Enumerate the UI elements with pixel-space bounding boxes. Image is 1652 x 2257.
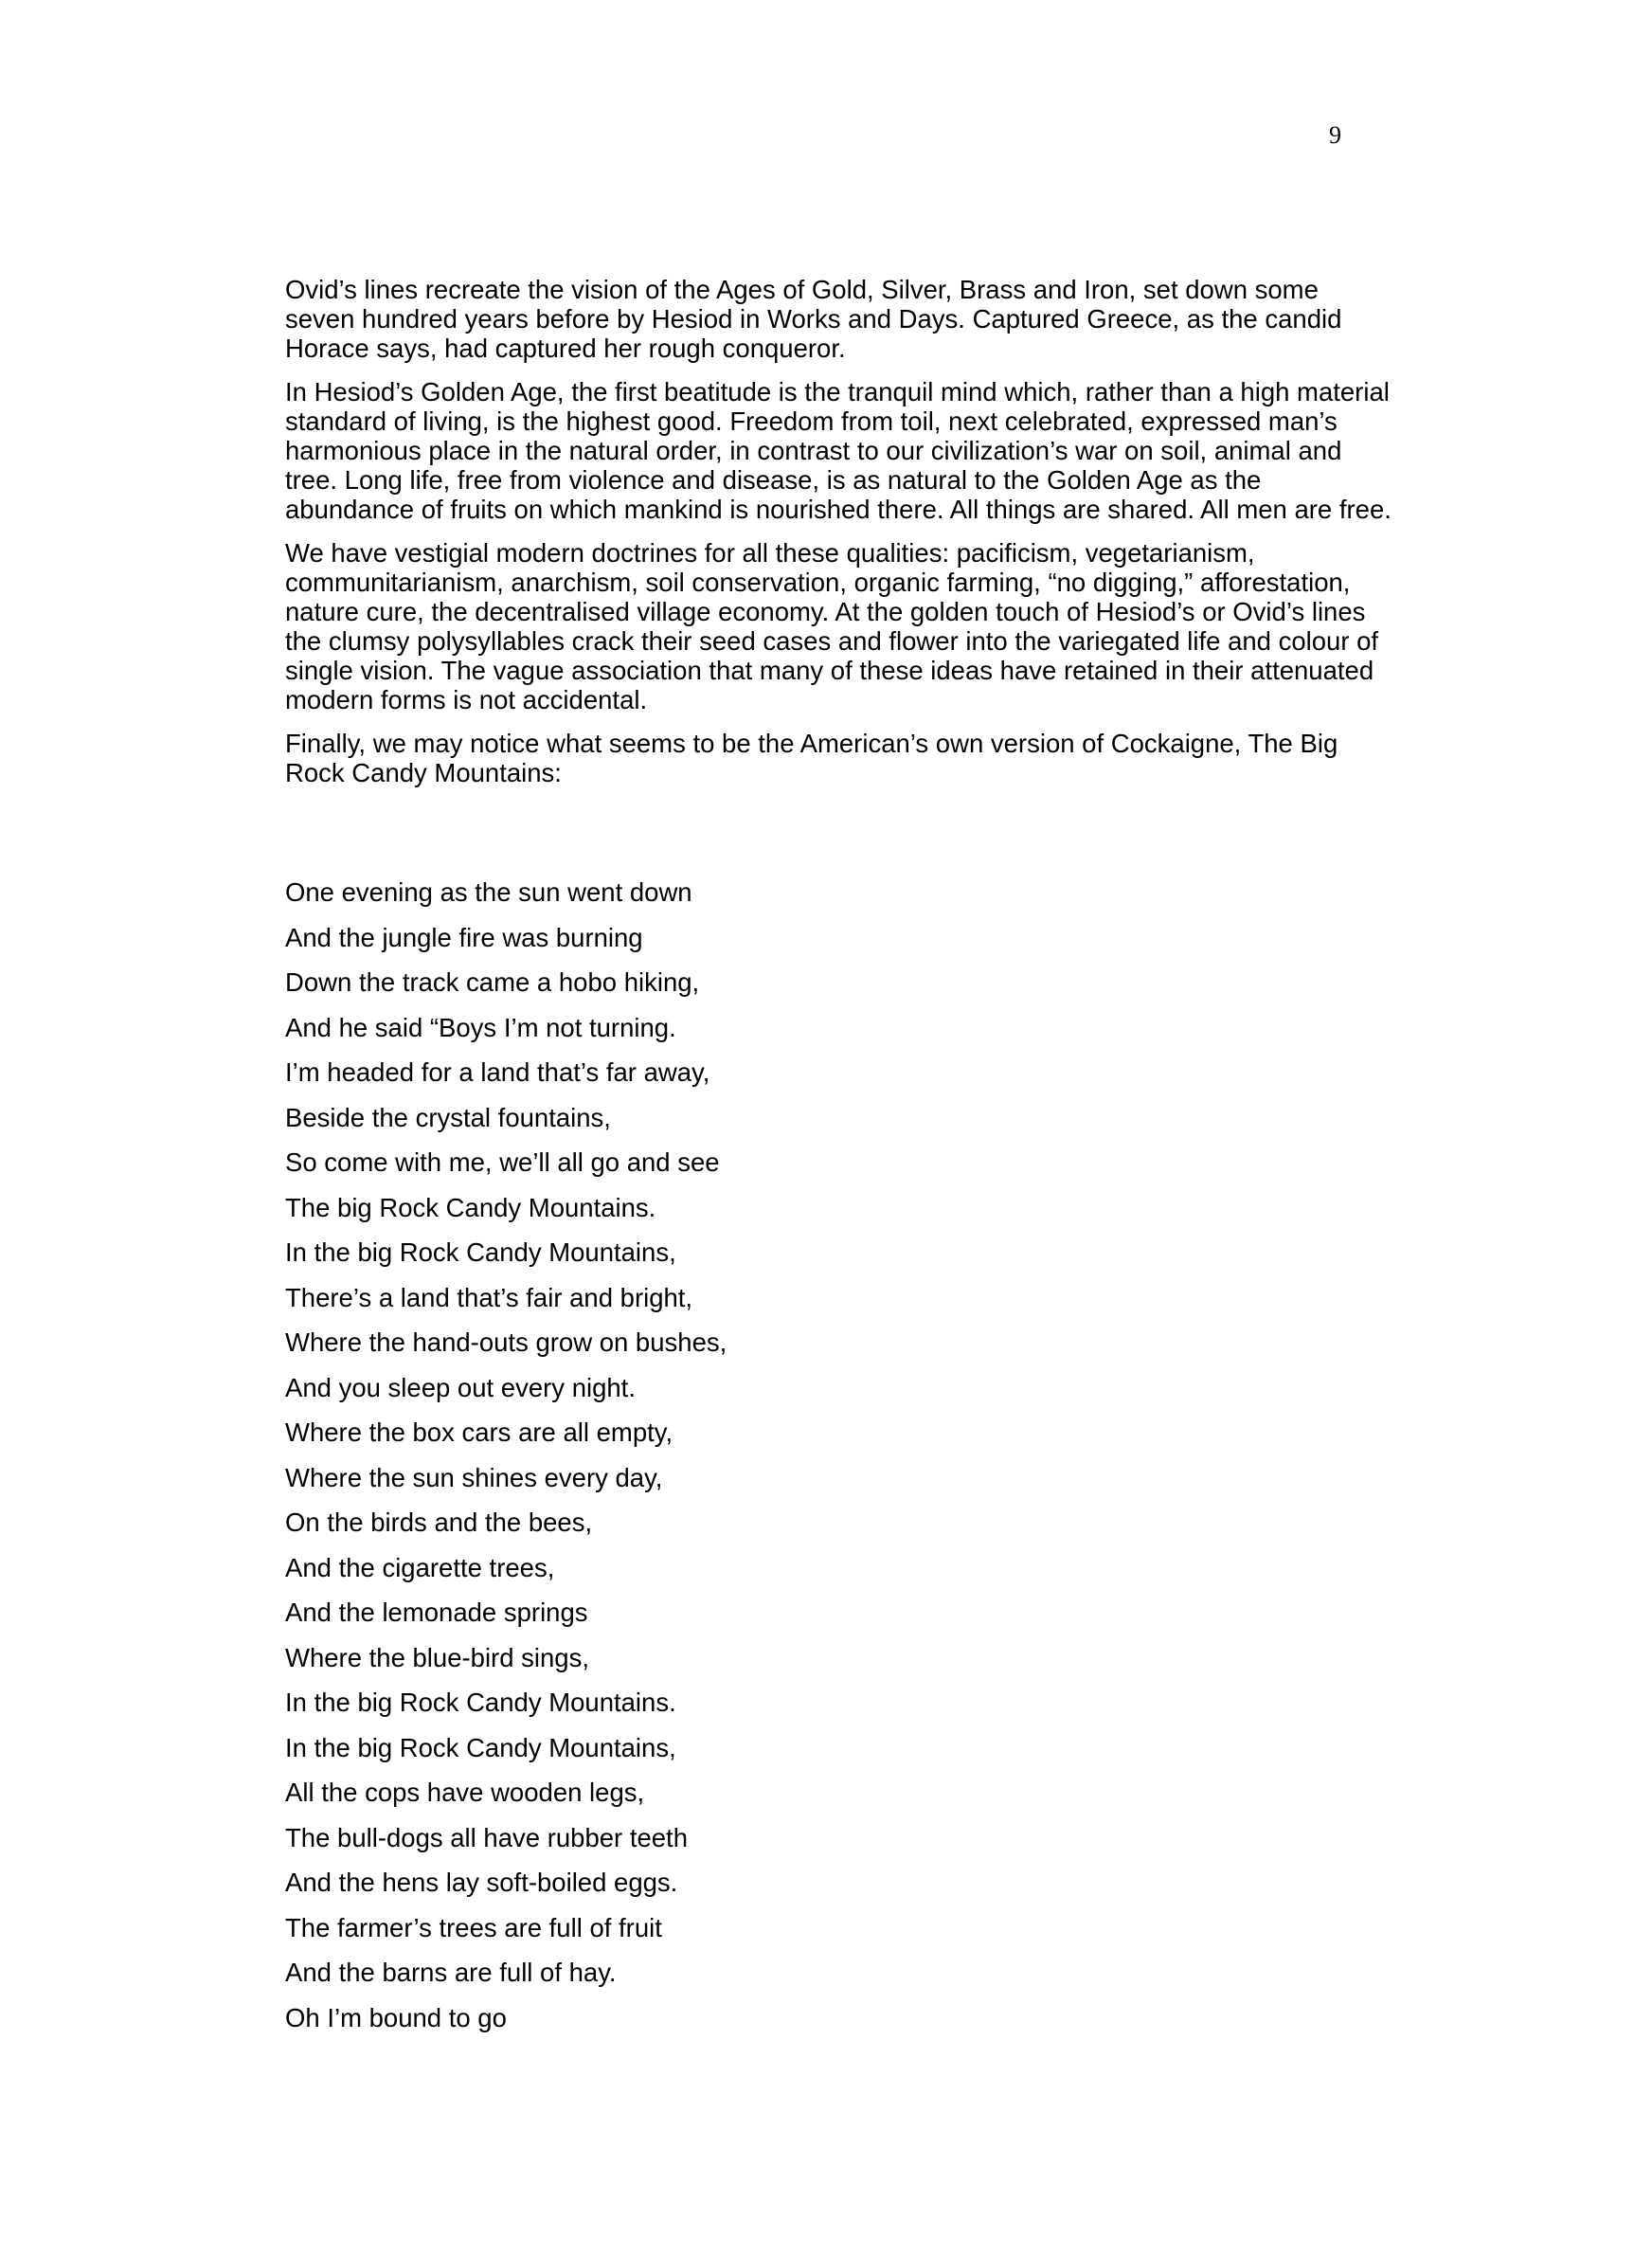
- poem-line: And the hens lay soft-boiled eggs.: [285, 1868, 678, 1897]
- body-text: [285, 275, 1393, 802]
- paragraph: In Hesiod’s Golden Age, the first beatitude is the tranquil mind which, rather than a high material standard of living, is the highest good. Freedom from toil, next celebrated, expressed man’s harmonious place in the natural order, in contrast to our civilization’s war on soil, animal and tree. Long life, free from violence and disease, is as natural to the Golden Age as the abundance of fruits on which mankind is nourished there. All things are shared. All men are free.: [285, 377, 1392, 524]
- poem-line: All the cops have wooden legs,: [285, 1778, 645, 1807]
- poem-line: Down the track came a hobo hiking,: [285, 967, 700, 997]
- poem-line: On the birds and the bees,: [285, 1508, 593, 1537]
- poem-line: Where the blue-bird sings,: [285, 1642, 589, 1672]
- poem-line: And the jungle fire was burning: [285, 922, 643, 952]
- poem-line: And the cigarette trees,: [285, 1552, 555, 1582]
- poem-line: In the big Rock Candy Mountains,: [285, 1237, 676, 1267]
- poem-line: There’s a land that’s fair and bright,: [285, 1282, 693, 1312]
- paragraph: Finally, we may notice what seems to be the American’s own version of Cockaigne, The Big Rock Candy Mountains:: [285, 729, 1338, 787]
- poem-line: The bull-dogs all have rubber teeth: [285, 1822, 688, 1852]
- poem-line: So come with me, we’ll all go and see: [285, 1147, 720, 1177]
- poem-line: Where the sun shines every day,: [285, 1462, 663, 1492]
- poem-line: Beside the crystal fountains,: [285, 1102, 611, 1132]
- poem-line: One evening as the sun went down: [285, 877, 692, 907]
- poem-line: The big Rock Candy Mountains.: [285, 1192, 656, 1222]
- poem-line: And the barns are full of hay.: [285, 1958, 617, 1987]
- poem-line: Where the hand-outs grow on bushes,: [285, 1327, 727, 1357]
- paragraph: Ovid’s lines recreate the vision of the Ages of Gold, Silver, Brass and Iron, set down some seven hundred years before by Hesiod in Works and Days. Captured Greece, as the candid Horace says, had captured her rough conqueror.: [285, 275, 1342, 363]
- poem: [285, 877, 1393, 2048]
- poem-line: In the big Rock Candy Mountains,: [285, 1732, 676, 1762]
- poem-line: Where the box cars are all empty,: [285, 1417, 673, 1447]
- poem-line: And he said “Boys I’m not turning.: [285, 1012, 676, 1042]
- poem-line: I’m headed for a land that’s far away,: [285, 1057, 710, 1087]
- poem-line: The farmer’s trees are full of fruit: [285, 1912, 662, 1942]
- poem-line: In the big Rock Candy Mountains.: [285, 1688, 676, 1717]
- poem-line: And the lemonade springs: [285, 1598, 588, 1627]
- poem-line: Oh I’m bound to go: [285, 2002, 507, 2032]
- paragraph: We have vestigial modern doctrines for all these qualities: pacificism, vegetarianism, communitarianism, anarchism, soil conservation, organic farming, “no digging,” afforestation, nature cure, the decentralised village economy. At the golden touch of Hesiod’s or Ovid’s lines the clumsy polysyllables crack their seed cases and flower into the variegated life and colour of single vision. The vague association that many of these ideas have retained in their attenuated modern forms is not accidental.: [285, 538, 1379, 714]
- page-number: 9: [1329, 121, 1341, 149]
- poem-line: And you sleep out every night.: [285, 1372, 636, 1402]
